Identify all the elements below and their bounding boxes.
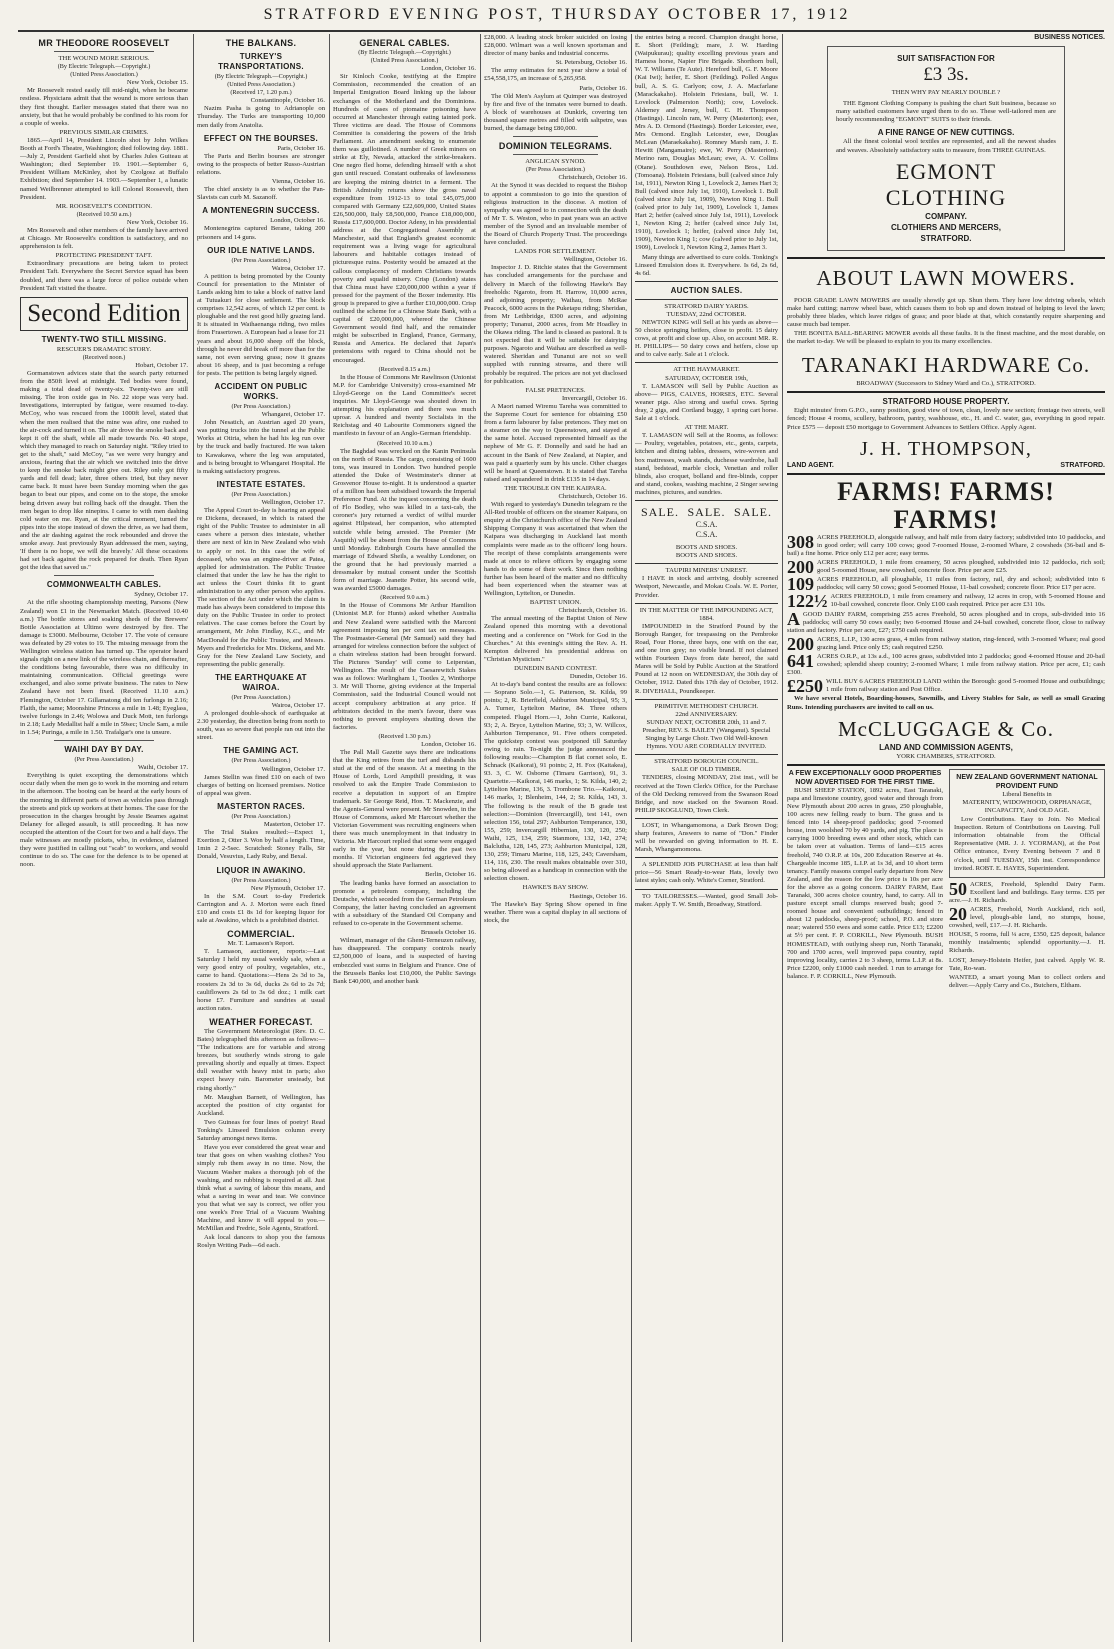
divider [635,362,778,363]
headline-balkans: THE BALKANS. [225,38,297,48]
article-text: The Appeal Court to-day is hearing an appeal re Dickens, deceased, in which is raised the right of the Public Trustee to administer in all cases where a person dies intestate, whether there are next of kin in New Zealand who wish to apply or not. In this case the wife of deceased, who was an engine-driver at Patea, applied for administration. The Public Trustee claimed that under the law he has the right to act unless the Court thinks fit to grant administration to any other person who applies. The section of the Act under which the claim is made has always been considered to impose this duty on the Public Trustee in order to protect relatives. The case comes before the Court by arrangement, Mr John Findlay, K.C., and Mr MacDonald for the Public Trustee, and Messrs. Myers and Fredericks for Mrs. Dickens, and Mr. Gray for the New Zealand Law Society, and representing the public generally. [197,507,325,668]
headline-dominion: DOMINION TELEGRAMS. [498,141,613,152]
sale-banner [635,504,778,520]
subhead: 22nd ANNIVERSARY. [675,710,738,718]
ad-text: All the finest colonial wool textiles are represented, and all the newest shades and weaves. Absolutely satisfactory suits to measure, from THREE GUINEAS. [836,138,1056,154]
farms-heading: FARMS! FARMS! FARMS! [837,476,1055,534]
properties-ad [787,769,943,991]
fine-range-heading: A FINE RANGE OF NEW CUTTINGS. [877,128,1015,138]
column-divider [782,34,783,1642]
subhead: PREVIOUS SIMILAR CRIMES. [59,128,149,136]
column-5 [635,34,778,1642]
farm-text: ACRES FREEHOLD, 1 mile from creamery, 50 acres ploughed, subdivided into 12 paddocks, rich soil; good 5-roomed House, new cowshed, concrete floor. Price per acre £25. [817,558,1105,575]
subhead: WEATHER FORECAST. [209,1016,313,1027]
classified-ad: 20 ACRES, Freehold, North Auckland, rich soil, level, plough-able land, no stumps, house, cowshed, well, £17.—J. H. Richards. [949,903,1105,930]
farm-listing [787,676,1105,697]
masthead-rule [18,30,1104,32]
article-text: The Paris and Berlin bourses are stronger owing to the prospects of better Russo-Austrian relations. [197,152,325,176]
classified-ad: WANTED, a smart young Man to collect orders and deliver.—Apply Carry and Co., Butchers, Eltham. [949,973,1105,989]
credit: (Per Press Association.) [231,812,291,820]
farm-text: ACRES FREEHOLD, alongside railway, and half mile from dairy factory; subdivided into 10 paddocks, and in good order; will carry 100 cows; good 7-roomed House, 2-roomed Whare, 2 cowsheds (36-bail and 8-bail) a fine home. Price only £12 per acre; easy terms. [787,533,1105,557]
subhead: HAWKE'S BAY SHOW. [522,884,589,892]
divider [635,754,778,755]
subhead: ANGLICAN SYNOD. [525,158,586,166]
subhead: DUNEDIN BAND CONTEST. [514,664,597,672]
dateline: Wellington, October 16. [563,256,627,264]
divider [54,740,155,741]
farm-number: 122½ [787,591,828,612]
dateline: London, October 16. [421,740,476,748]
dateline: Constantinople, October 16. [250,97,325,105]
boots-banner: BOOTS AND SHOES. BOOTS AND SHOES. [675,544,738,560]
farm-text: ACRES O.R.P., at 13s a.d., 100 acres grass, subdivided into 2 paddocks; good 4-roomed House and 20-bail cowshed; splendid sheep country; 2-roomed Whare; 1 mile from railway station. Price per acre, £1; cash £300. [787,653,1105,677]
credit: (Per Press Association.) [231,757,291,765]
credit: (Per Press Association.) [231,876,291,884]
sale-word: SALE. [687,504,726,519]
article-text: The Baghdad was wrecked on the Kanin Peninsula on the north of Russia. The cargo, consisting of 1600 tons, was insured in London. Two hundred people attended the Duke of Westminster's dinner at Grosvenor House to-night. It is understood a quarter of a million has been subsidised towards the Imperial Preference Fund. At the inquest concerning the death of Flo Bodley, who was killed in a taxi-cab, the coroner's jury returned a verdict of wilful murder against Hilpstead, her companion, who attempted suicide while being arrested. The Premier (Mr Asquith) will be absent from the House of Commons until Monday. Edinburgh Courts have annulled the marriage of Edward Sheils, a wealthy Londoner, on the ground that he had previously married a dressmaker by mutual consent under the Scottish form of marriage. Jeanette Potter, his second wife, was awarded £5000 damages. [333,447,476,593]
article-text: At the Synod it was decided to request the Bishop to appoint a commission to go into the question of religious instruction in the diocese. A motion of sympathy was agreed to in connection with the death of Mr T. S. Weston, who in past years was an active member of the Synod and an invaluable member of the Board of Church Property Trust. The proceedings have concluded. [484,182,627,247]
company-label: COMPANY. [925,211,967,221]
divider [787,391,1105,393]
dateline: Paris, October 16. [579,84,627,92]
article-text: At the rifle shooting championship meeting, Parsons (New Zealand) won £1 in the Newmarket Match. (Received 10.40 a.m.) The bottle stores and soaking sheds of the Brewers' Bottle Association at Ultimo were destroyed by fire. The damage is £3000. Melbourne, October 17. The vote of censure was defeated by 29 votes to 19. The missing message from the Wellington wireless station has turned up. The operator heard signals right on a new link of the wireless chain, and thereafter, the conditions being favourable, there was no difficulty in maintaining communication. Official greetings were exchanged, and also some private business. The rates to New Zealand have not been fixed. (Received 11.10 a.m.) Flemington, October 17. Gillamatong did ten furlongs in 2.16; Flaith, the same; Moonshine Princess a mile in 1.48; Eyeglass, twelve furlongs in 2.46; Wolowa and Duck Mott, ten furlongs in 2.18; Lady Medallist half a mile in 59sec; Uncle Sam, a mile in 1.54; Puringa, a mile in 1.50. Trafalgar's one is unsure. [20,599,188,736]
article-text: The leading banks have formed an association to promote a petroleum company, including the Deutsche, which seceded from the German Petroleum Company, the latter having concluded an agreement with a subsidiary of the Standard Oil Company and refused to co-operate in the Government scheme. [333,879,476,928]
divider [54,575,155,576]
article-text: Ask local dancers to shop you the famous Roslyn Writing Pads—6d each. [197,1234,325,1250]
divider [635,500,778,501]
advert-text: Many things are advertised to cure colds. Tonking's Linseed Emulsion does it. Everywhere. Is 6d, 2s 6d, 4s 6d. [635,253,778,277]
article-text: The chief anxiety is as to whether the Pan-Slavists can curb M. Sazanoff. [197,186,325,202]
ad-text: Low Contributions. Easy to Join. No Medical Inspection. Return of Contributions on Leaving. Full information obtainable from the Official Representative (MR. J. J. YCORMAN), at the Post Office entrance, Every Evening between 7 and 8 o'clock, until TUESDAY, 15th inst. Correspondence invited. ROBT. E. HAYES, Superintendent. [954,816,1100,872]
subhead: IN THE MATTER OF THE IMPOUNDING ACT, 1884. [639,606,774,622]
farm-listing [787,608,1105,635]
farm-number: 200 [787,633,814,654]
dateline: Paris, October 16. [277,144,325,152]
subhead: THE GAMING ACT. [223,746,299,756]
farm-text: ACRES, L.I.P., 130 acres grass, 4 miles from railway station, ring-fenced, with 3-roomed Whare; real good grazing land. Price only £5; cash required £250. [817,635,1105,651]
classified-ad: 50 ACRES, Freehold, Splendid Dairy Farm. Excellent land and buildings. Easy terms. £35 per acre.—J. H. Richards. [949,878,1105,904]
column-divider [193,34,194,1642]
advert-text: TENDERS, closing MONDAY, 21st inst., will be received at the Town Clerk's Office, for the Purchase of the Old Decking removed from the Swanson Road Bridge, and now stacked on the Swanson Road. PHILIP SKOGLUND, Town Clerk. [635,774,778,814]
article-text: Wilmart, manager of the Ghent-Terneuzen railway, has disappeared. The company controls nearly £2,500,000 of loans, and is suspected of having embezzled vast sums in Belgium and France. One of the Brussels Banks lost £10,000, the Public Savings Bank £40,000, and another bank [333,937,476,985]
dateline: Hastings, October 16. [569,892,627,900]
divider [787,764,1105,766]
article-text: The army estimates for next year show a total of £54,558,175, an increase of 5,265,958. [484,67,627,83]
article-text: Mr Roosevelt rested easily till mid-night, when he became restless. Physicians admit that the wound is more serious than they first thought. Earlier messages stated that there was no anxiety, but that he would probably be confined to his room for a couple of weeks. [20,87,188,127]
land-agent-town: STRATFORD. [1060,461,1105,469]
subhead: COMMERCIAL. [227,929,295,940]
dateline: Dunedin, October 16. [569,673,627,681]
article-text: The Old Men's Asylum at Quimper was destroyed by fire and five of the inmates were burned to death. A block of warehouses at Dunkirk, covering ten thousand square metres and filled with saltpetre, was burned, the damage being £80,000. [484,92,627,133]
ad-text: POOR GRADE LAWN MOWERS are usually showily got up. Shun them. They have low driving wheels, which make hard cutting; narrow wheel base, which causes them to bob up and down instead of helping to level the lawn; probably three blades, which leave ridges of grass; and poor blade at that, which constantly require sharpening and cause much bad temper. [787,296,1105,328]
farm-number: £250 [787,676,823,697]
subhead: A MONTENEGRIN SUCCESS. [202,206,320,216]
article-text: With regard to yesterday's Dunedin telegram re the All-Red trouble of officers on the steamer Kaipara, on enquiry at the Christchurch office of the New Zealand Shipping Company it was ascertained that when the Kaipara was discharging in Auckland last month complaints were made as to the officers' long hours. The receipt of these complaints arrangements were made at once to relieve officers by engaging some hands to do some of their work. Since then nothing further has been heard of the matter and no difficulty had been experienced when the steamer was at Wellington, Lyttelton, or Dunedin. [484,501,627,598]
dateline: Hobart, October 17. [135,361,188,369]
provident-box [949,769,1105,878]
classified-ad: LOST, Jersey-Holstein Heifer, just calved. Apply W. R. Tate, Ro-wan. [949,956,1105,972]
sale-word: SALE. [641,504,679,519]
clothing-name: CLOTHING [885,184,1007,210]
column-4 [484,34,627,1642]
subhead: PRIMITIVE METHODIST CHURCH. [654,702,759,710]
received: (Received noon.) [82,353,126,361]
farm-number: 109 [787,574,814,595]
stratford-label: STRATFORD. [920,233,972,243]
article-text: The Pall Mall Gazette says there are indications that the King retires from the turf and disbands his stud at the end of the season. At a meeting in the House of Lords, Lord Ampthill presiding, it was resolved to ask the Empire Trade Commission to receive a deputation in support of an Empire trademark. Sir George Reid, Hon. T. Mackenzie, and the Agents-General were present. Mr Snowden, in the House of Commons, asked Mr Harcourt whether the Victorian Government was recruiting engineers when there was much unemployment in that industry in Victoria. Mr Harcourt replied that some were engaged early in the year, but none during the past two months. If Victorian engineers fed aggrieved they should approach the State Parliament. [333,749,476,870]
dateline: Sydney, October 17. [134,591,188,599]
divider [635,699,778,700]
subhead: Mr. T. Lamason's Report. [227,940,295,948]
business-notices-heading: BUSINESS NOTICES. [1034,34,1105,41]
article-text: Extraordinary precautions are being taken to protect President Taft. Everywhere the Secret Service squad has been doubled, and there was a large force of police outside when President Taft visited the theatre. [20,260,188,292]
article-text: The Hawke's Bay Spring Show opened in fine weather. There was a capital display in all sections of stock, the [484,900,627,924]
dateline: Whangarei, October 17. [261,411,325,419]
advert-text: I HAVE in stock and arriving, doubly screened Westport, Newcastle, and Mokau Coals. W. E. Porter, Provider. [635,575,778,599]
subhead: ACCIDENT ON PUBLIC WORKS. [214,382,308,401]
properties-heading: A FEW EXCEPTIONALLY GOOD PROPERTIES NOW ADVERTISED FOR THE FIRST TIME. [788,769,942,786]
column-2 [197,34,325,1642]
divider [54,51,155,52]
credit: (Per Press Association.) [231,403,291,410]
dateline: Wairoa, October 17. [271,264,325,272]
land-agent-label: LAND AGENT. [787,461,834,469]
article-text: In the S.M. Court to-day Frederick Carrington and A. J. Morton were each fined £10 and costs £1 8s 1d for keeping liquor for sale at Awakino, which is a prohibited district. [197,892,325,924]
taranaki-hardware-name: TARANAKI HARDWARE Co. [801,353,1091,378]
provident-heading: NEW ZEALAND GOVERNMENT NATIONAL PROVIDENT FUND [956,773,1098,790]
credit: (By Electric Telegraph.—Copyright.) (United Press Association.) [57,63,151,79]
farm-number: 308 [787,531,814,552]
subhead: BAPTIST UNION. [529,599,582,607]
article-text: Two Guineas for four lines of poetry! Read Tonking's Linseed Emulsion column every Saturday amongst news items. [197,1118,325,1143]
farm-listing [787,591,1105,612]
credit: (Per Press Association.) [526,166,585,174]
subhead: SATURDAY, OCTOBER 19th, [665,374,748,382]
subhead: INTESTATE ESTATES. [216,479,306,489]
subhead: PROTECTING PRESIDENT TAFT. [55,252,153,260]
advert-text: SUNDAY NEXT, OCTOBER 20th, 11 and 7. Preacher, REV. S. BAILEY (Wanganui). Special Singing by Large Choir. Two Old Well-known Hymns. YOU ARE CORDIALLY INVITED. [642,718,771,751]
subhead: MASTERTON RACES. [217,801,305,811]
farm-text: ACRES FREEHOLD, 1 mile from creamery and railway, 12 acres in crop, with 5-roomed House and 10-bail cowshed, concrete floor. Only £100 cash required. Price per acre £31 10s. [830,593,1105,609]
article-text: In the House of Commons Mr Rawlinson (Unionist M.P. for Cambridge University) cross-examined Mr Lloyd-George on the Land Committee's secret inquiries. Mr Lloyd-George was shouted down in attempting his explanation and there was much uproar. A hundred and twenty Socialists in the Reichstag and 40 Labourite Commoners signed the manifesto in favour of an Anglo-German friendship. [333,373,476,438]
provident-sub: Liberal Benefits in [1002,790,1052,798]
article-text: The Government Meteorologist (Rev. D. C. Bates) telegraphed this afternoon as follows:— "The indications are for variable and strong breezes, but southerly winds strong to gale prevailing shortly and equally at times. Expect dull weather with heavy mist in parts; also expect heavy rain. Barometer unsteady, but rising shortly." [197,1027,325,1092]
mccluggage-name: McCLUGGAGE & Co. [837,716,1055,741]
farm-listing [787,653,1105,677]
dateline: Vienna, October 16. [271,178,325,186]
article-text: The Trial Stakes resulted:—Expect 1, Exertion 2, Otter 3. Won by half a length. Time, 1min 2 2-5sec. Scratched: Stoney Falls, Sir Donald, Vesuvius, Lady Ruby, and Bexal. [197,829,325,861]
classified-text: ACRES, Freehold, Splendid Dairy Farm. Excellent land and buildings. Easy terms. £35 per acre.—J. H. Richards. [949,880,1105,904]
divider [635,889,778,890]
dateline: Christchurch, October 16. [558,607,627,615]
ad-text: THE BONITA BALL-BEARING MOWER avoids all these faults. It is the finest machine, and the most durable, on the market to-day. We will be pleased to explain to you its many excellencies. [787,330,1105,346]
subhead: MR. ROOSEVELT'S CONDITION. [55,202,153,210]
column-3 [333,34,476,1642]
headline-cables: COMMONWEALTH CABLES. [46,580,162,590]
advert-text: T. LAMASON will Sell by Public Auction as above— PIGS, CALVES, HORSES, ETC. Several weaner pigs. Also strong and useful cows. Spring dray, 2 gigs, and Cortland buggy, 1 spring cart horse. Sale at 1 o'clock. [635,382,778,423]
subhead: LANDS FOR SETTLEMENT. [514,248,597,256]
ad-text: BUSH SHEEP STATION, 1892 acres, East Taranaki, papa and limestone country, good water and through from New Plymouth about 200 acres in grass, 250 ploughable, 100 acres new felling ready to burn. The grass and is fenced into 14 sheep-proof paddocks; good 7-roomed house, iron woolshed 70 by 40 yards, and pig. The place is carrying 1000 breeding ewes and other stock, which can be taken over at valuation. Terms of land—£15 acres freehold, 740 O.R.P. at 10s, 200 Education Reserve at 4s. Chargeable income 185, L.I.P. at 1s 3d, and 10 short term tenancy. Family reasons compel early departure from New Zealand, and the reason for the low price is 10s per acre for the above as a going concern. DAIRY FARM, East Taranaki, 300 acres choice country, hand, to carry. All in pasture except small clumps reserved bush; good 7-roomed house and convenient outbuildings; fenced in about 12 paddocks, sheep-proof; school, P.O. and store near; watered 550 ewes and some cattle. Price £13; £2200 at 5½ per cent. F. P. CORKILL, New Plymouth. BUSH HOMESTEAD, with outlying sheep run, North Taranaki, 700 and 1700 acres, well improved papa country, rapid improving locality, carries 2 to 3 sheep, terms L.I.P. at 8s. Price £2200, only £1000 cash needed. 1 run to arrange for balance. F. P. CORKILL, New Plymouth. [787,786,943,980]
divider [635,857,778,858]
dateline: Masterton, October 17. [263,821,325,829]
dateline: St. Petersburg, October 16. [555,59,627,67]
subhead: TUESDAY, 22nd OCTOBER. [666,310,747,318]
subhead: STRATFORD BOROUGH COUNCIL. [654,758,759,766]
article-text: Everything is quiet excepting the demonstrations which occur daily when the men go to work in the morning and return in the afternoon. The booing can be heard at the early hours of the morning in different parts of town as vehicles pass through the streets and pick up workers at their homes. The case for the prosecution in the charges brought by Jessie Beames against Delaney for alleged assault, is still proceeding. It has now occupied the attention of the Court for two and a half days. The male witnesses are mostly pickets, who, in evidence, claimed they were justified in calling out "scab" to workers, and would continue to do so. The case for the defence is to be opened at noon. [20,772,188,869]
advert-text: TO TAILORESSES.—Wanted, good Small Job-maker. Apply T. W. Smith, Broadway, Stratford. [635,892,778,908]
article-text: the entries being a record. Champion draught horse, E. Short (Feilding); mare, J. W. Harding (Waipukurau); quality excelling previous years and Harness horse, Napier Fire Brigade. Shorthorn bull, W. T. Williams (Te Aute). Hereford bull, G. F. Moore (Kai Iwi); heifer, E. Short (Feilding). Polled Angus bull, A. S. G. Carlyon; cow, J. A. Macfarlane (Marackakaho). Holstein Friesians, bull, W. I. Lovelock (Palmerston North); cow, Lovelock. Alderney and Jersey, bull, C. H. Thompson (Hastings). Lincoln ram, W. Perry (Masterton); ewe, Mrs A. D. Ormond (Hastings). Border Leicester, ewe, Mrs Ormond. English Leicester, ewe, Douglas McLean (Maraekakaho). Romney Marsh ram, J. E. Hewitt (Mangamaire); ewe, W. Perry (Masterton). Merino ram, Douglas McLean; ewe, A. V. Collins (Otane). Southdown ewe, Nelson Bros., Ltd. (Tomoana). Holstein Friesians, bull (calved since July 1st, 1911), Newton King 1, Lovelock 2, James Hart 3; Bull (calved since July 1st, 1910), Lovelock 1. Bull (calved since July 1st, 1909), Newton King 1. Bull (calved prior to July 1st, 1909), Lovelock 1, James Hart 2; heifer (calved since July 1st, 1911), Lovelock 1, Newton King 2; heifer (calved since July 1st, 1910), Lovelock 1; heifer, (calved since July 1st, 1909), Newton King 1; cow (calved prior to July 1st, 1909), Lovelock 1, Newton King 2, James Hart 3. [635,34,778,252]
subhead: THE EARTHQUAKE AT WAIROA. [215,672,307,692]
article-text: Have you ever considered the great wear and tear that goes on when washing clothes? You simply rub them away in no time. Now, the Vacuum Washer makes a thorough job of the washing, and no rubbing is required at all. Just think what a saving of labour this means, and what a saving in wear and tear. We convince you that what we say is correct, we offer you one week's Free Trial of a Vacuum Washing Machine, and know it will appeal to you.—McMillan and Fredric, Sole Agents, Stratford. [197,1144,325,1233]
dateline: Christchurch, October 16. [558,174,627,182]
article-text: 1865.—April 14, President Lincoln shot by John Wilkes Booth at Ford's Theatre, Washington; died following day. 1881.—July 2, President Garfield shot by Charles Jules Guiteau at Washington; died September 19. 1901.—September 6, President William McKinley, shot by Czolgosz at Buffalo Exhibition; died September 14. 1903.—September 1, a lunatic named Weilbrenner attempted to kill Colonel Roosevelt, then President. [20,136,188,201]
clothiers-label: CLOTHIERS AND MERCERS, [891,222,1001,232]
subhead: STRATFORD DAIRY YARDS. [664,302,749,310]
taranaki-address: BROADWAY (Successors to Sidney Ward and Co.), STRATFORD. [856,380,1036,388]
dateline: Wairoa, October 17. [271,702,325,709]
received: (Received 9.0 a.m.) [380,594,429,602]
article-text: Inspector J. D. Ritchie states that the Government has concluded arrangements for the purchase and delivery in March of the following Hawke's Bay freeholds: Ngaroto, from H. Harrow, 10,000 acres, and adjoining property; Waihau, from McRae Peacock, 6000 acres in the Puketapu riding; Sheridan, from Mr Lethbridge, 8300 acres, and adjoining property; Tunanui, 2000 acres, from Mr Hoadley in the Okawa riding. The land is classed as pastoral. It is not expected that it will be suitable for dairying purposes. Ngaroto and Waihau are described as well-watered. Sheridan and Tunanui are not so well supplied with running streams, and there will probably be required. The prices are not yet disclosed for publication. [484,264,627,385]
egmont-name: EGMONT [895,158,997,184]
advert-text: LOST, in Whangamomona, a Dark Brown Dog; sharp features, Answers to name of "Don." Finder will be rewarded on giving information to H. E. Marsh, Whangamomona. [635,821,778,854]
article-text: Sir Kinloch Cooke, testifying at the Empire Commission, recommended the creation of an Imperial Emigration Board linking up the labour exchanges of the Motherland and the Dominions. Hundreds of cases of ptomaine poisoning have occurred at Manchester through eating tainted pork. Three victims are dead. The House of Commons Committee is considering the powers of the Irish Parliament. An amendment seeking to enumerate them was guillotined. A number of Greek miners on strike at Ely, Nevada, attacked the strike-breakers. One negro fled home, defending himself with a shot gun until rescued. Constant outbreaks of lawlessness are keeping the mining district in a ferment. The British Admiralty returns show the gross naval expenditure from 1912-13 to total £45,075,000 compared with Germany £22,609,000, United States £26,500,000, Italy £8,500,000, France £18,000,000, Russia £17,600,000. Doctor Adeny, in his presidential address at the Congregational Assembly at Manchester, said that England's greatest economic requirement was a living wage for agricultural labourers and habitable cottages instead of picturesque ruins. Posterity would be amazed at the callous complacency of modern Christians towards poverty and squalid misery. Crisp (London) states that China must have £20,000,000 within a year if pressed for the payment of the Boxer indemnity. His group is prepared to give a further £10,000,000. Crisp outlined the scheme for a Chinese State Bank, with a capital of £20,000,000, whereof the Chinese Government would find half, and the remainder might be subscribed in England, France, Germany, Russia and America. He declared that Japan's pretensions with regard to China should not be encouraged. [333,73,476,364]
dateline: London, October 16. [421,65,476,73]
article-text: Mr. Maughan Barnett, of Wellington, has accepted the position of city organist for Auckland. [197,1093,325,1117]
dateline: Brussels October 16. [420,929,476,937]
received: (Received 1.30 p.m.) [378,732,431,740]
column-divider [480,34,481,1642]
suit-heading: SUIT SATISFACTION FOR [897,54,995,64]
headline-auction: AUCTION SALES. [670,285,743,295]
farm-listing [787,633,1105,654]
sale-word: SALE. [734,504,772,519]
subhead: SALE OF OLD TIMBER. [671,766,742,774]
headline-miners: TWENTY-TWO STILL MISSING. [41,334,167,344]
farm-listing [787,531,1105,558]
farm-listing [787,556,1105,577]
column-1 [20,34,188,1642]
subhead: AT THE MART. [684,424,729,432]
credit: (Per Press Association.) [231,490,291,498]
house-property-heading: STRATFORD HOUSE PROPERTY. [882,397,1010,407]
dateline: Invercargill, October 16. [561,394,627,402]
thompson-name: J. H. THOMPSON, [860,437,1032,460]
provident-list: MATERNITY, WIDOWHOOD, ORPHANAGE, INCAPACITY, And OLD AGE. [962,798,1092,814]
article-text: Mrs Roosevelt and other members of the family have arrived at Chicago. Mr Roosevelt's condition is satisfactory, and no apprehension is felt. [20,226,188,251]
credit: (By Electric Telegraph.—Copyright.) (United Press Association.) (Received 17, 1.20 p.m.) [214,73,308,97]
subhead: AT THE HAYMARKET. [673,366,740,374]
divider [787,257,1105,259]
dateline: Wellington, October 17. [261,498,325,506]
bottom-ads [787,769,1105,991]
second-edition-banner: Second Edition [20,297,188,331]
advert-text: T. LAMASON will Sell at the Rooms, as follows:— Poultry, vegetables, potatoes, etc., gents, carpets, kitchen and dining tables, dressers, wire-woven and box mattresses, wash stands, duchesse wardrobe, hall stand, bedstead, marble clock, Venetian and roller blinds, also croquet, bolland and fire-blinds, copper and stand, cookes, washing machine, 2 Singer sewing machines, pictures, and sundries. [635,432,778,496]
divider [635,603,778,604]
masthead: STRATFORD EVENING POST, THURSDAY OCTOBER 17, 1912 [263,6,851,23]
classified-ad: HOUSE, 5 rooms, full ¼ acre, £350, £25 deposit, balance monthly instalments; splendid opportunity.—J. H. Richards. [949,931,1105,955]
subhead: TAUPIRI MINERS' UNREST. [665,567,748,575]
mccluggage-address: YORK CHAMBERS, STRATFORD. [896,752,996,760]
article-text: Nazim Pasha is going to Adrianople on Thursday. The Turks are transporting 10,000 men daily from Anatolia. [197,105,325,129]
column-divider [631,34,632,1642]
column-divider [329,34,330,1642]
article-text: T. Lamason, auctioneer, reports:—Last Saturday I held my usual weekly sale, when a very good entry of poultry, vegetables, etc., came to hand. Quotations:—Hens 2s 3d to 3s, roosters 2s 3d to 3s 6d, ducks 2s 6d to 2s 7d; cauliflowers 2s 6d to 3s 6d doz.; 1 milk cart horse £7. Furniture and sundries at usual auction rates. [197,948,325,1012]
dateline: New York, October 15. [126,79,188,87]
received: (Received 10.10 a.m.) [377,439,432,447]
article-text: In the House of Commons Mr Arthur Hamilton (Unionist M.P. for Hunts) asked whether Australia and New Zealand were satisfied with the Marconi agreement imposing ten per cent tax on messages. The Postmaster-General (Mr Samuel) said they had arranged for wireless connection before the subject of a chain wireless station had been brought forward. The Pictures 'Sunday' will come to Leiperstan, Wellington. The result of the Caesarewitch Stakes was as follows: Warlingham 1, Tootles 2, Winthorpe 3. Mr Will Thorne, giving evidence at the Imperial Commission, said the Industrial Council would not accept compulsory arbitration at any price. If arbitrators decided in the men's favour, there was nothing to prevent employers shutting down the factories. [333,602,476,731]
classified-text: ACRES, Freehold, North Auckland, rich soil, level, plough-able land, no stumps, house, cowshed, well, £17.—J. H. Richards. [949,905,1105,930]
mccluggage-sub: LAND AND COMMISSION AGENTS, [879,742,1013,752]
divider [635,818,778,819]
headline-general-cables: GENERAL CABLES. [359,38,450,48]
farms-list [787,531,1105,697]
why-heading: THEN WHY PAY NEARLY DOUBLE ? [891,89,1001,97]
lawn-mowers-heading: ABOUT LAWN MOWERS. [816,265,1076,290]
received: (Received 10.50 a.m.) [76,210,132,218]
farm-listing [787,574,1105,595]
ad-text: Eight minutes' from G.P.O., sunny position, good view of town, clean, lovely new section; frontage two streets, well fenced; House 4 rooms, scullery, bathroom, pantry, washhouse, etc., H. and C. water, gas, everything in good repair. Price £575 — deposit £50 mortgage to Government Advances to Settlers Office. Apply Agent. [787,407,1105,431]
headline-roosevelt: MR THEODORE ROOSEVELT [38,38,170,48]
article-text: John Nesatich, an Austrian aged 20 years, was putting trucks into the tunnel at the Public Works at Otiria, when he had his leg run over by the truck and badly fractured. He was taken to Kawakawa, where the leg was amputated, and is being brought to Whangarei Hospital. He is making satisfactory progress. [197,419,325,475]
dateline: Wellington, October 17. [261,765,325,773]
farm-number: 641 [787,651,814,671]
dateline: New Plymouth, October 17. [250,884,325,892]
suit-price: £3 3s. [923,64,969,86]
divider [635,299,778,300]
advert-text: A SPLENDID JOB PURCHASE at less than half price—56 Smart Ready-to-wear Hats, lovely two latest styles; cash only. White's Corner, Stratford. [635,861,778,885]
subhead: FALSE PRETENCES. [525,386,586,394]
dateline: New York, October 16. [126,218,188,226]
article-text: A prolonged double-shock of earthquake at 2.30 yesterday, the direction being from north to south, was so severe that people ran out into the street. [197,710,325,742]
article-text: £28,000. A leading stock broker suicided on losing £28,000. Wilmart was a well known sportsman and director of many banks and industrial concerns. [484,34,627,58]
farm-number: 200 [787,556,814,577]
subhead: THE WOUND MORE SERIOUS. [58,55,150,62]
farm-number: A [787,608,800,629]
egmont-ad [827,46,1065,251]
article-text: At to-day's band contest the results are as follows:— Soprano Solo.—1, G. Patterson, St. Kilda, 99 points; 2, R. Brierfield, Ashburton Municipal, 95; 3, A. Turner, Lyttelton Marine, 84. Three others competed. Flugel Horn.—1, John Currie, Kaikorai, 93; 2, A. Bryce, Lyttelton Marine, 93; 3, W. Willcox, Ashburton Temperance, 91. Five others competed. The quickstep contest was postponed till Saturday owing to rain. To-night the judge announced the following results:—Champion B flat cornet solo, E. Schnack (Kaikorai), 91 points; 2, H. Fox (Kaitakea), 93. 3, C. W. Osborne (Timaru Garrison), 91, 3. Quartette.—Kaikorai, 146 marks, 1; St. Kilda, 140, 2; Lyttelton Marine, 136, 3. Trombone Trio.—Kaikorai, 146 marks, 1; Blenheim, 144, 2; St. Kilda, 143, 3. The following is the result of the B grade test selection:—Dominion (Invercargill), test 141, own selection 156, total 297; Ashburton Temperance, 130, 155, 259; Invercargill Hibernian, 130, 120, 250; Waihi, 125, 134, 259; Stanmore, 132, 142, 274; Balclutha, 128, 145, 273; Ashburton Municipal, 128, 130, 259; Timaru Marine, 118, 125, 243; Caversham, 114, 116, 230. The result makes obtainable over 310, so being allowed as a handicap in connection with the selection chosen. [484,681,627,883]
farm-text: WILL BUY 6 ACRES FREEHOLD LAND within the Borough: good 5-roomed House and outbuildings; 1 mile from railway station and Post Office. [826,678,1105,694]
subhead: TURKEY'S TRANSPORTATIONS. [218,52,304,71]
subhead: THE TROUBLE ON THE KAIPARA. [504,484,607,492]
credit: (Per Press Association.) [231,256,291,264]
article-text: A petition is being promoted by the County Council for presentation to the Minister of Lands asking him to take a block of native land at Tutuakuri for close settlement. The block comprises 12,542 acres, of which 12 per cent. is ploughable and the rest good hilly grazing land. It is situated in Waihaenanga riding, two miles from Frasertown. A European had a lease for 21 years and about 16,000 sheep off the block, through he never did break off more than for the same, not even serving grass; now it grazes about 16 sheep, and is just becoming a refuge for pests. The petition is being largely signed. [197,272,325,377]
article-text: Gormanstown advices state that the search party returned from the 850ft level at midnight. Ted bodies were found, making a total dead of twenty-six. Twenty-two are still missing. The iron oxide gas in No. 22 stope was very bad. Investigations, interrupted by fatigue, were resumed to-day. McCoy, who was rescued from the 1000ft level, stated that when the men realised that the mine was afire, one rushed to the air-cock and turned it on. The air drove the smoke back and kept it off the shaft, while all made towards No. 40 stope, which they managed to reach on Saturday night. "Riley tried to get to the shaft," said McCoy, "as we were very hungry and anxious, fearing that the air which we switched into the drive to keep the smoke back might give out. Riley only got fifty yards and fell dead; later, three others tried, but they never came back. It must have been Sunday morning when the gas began to beat our pipes, and come on to the stope, the smoke being driven away but rolling back off the draught. Then the men began to drop like ninepins. I came to with men dashing cold water on me. Ryan, at the critical moment, turned the pipes into the stope instead of down the drive, as we had them, and the air dashing against the rock rebounded and drove the smoke away. Just previously Ryan addressed the men, saying, 'If there is no hope, we will die bravely.' All these occasions had set back against the rock prepared for death. Then Ryan got the idea that saved us." [20,370,188,572]
divider [635,281,778,282]
land-agent-row [787,462,1105,470]
headline-waihi: WAIHI DAY BY DAY. [64,745,144,755]
farm-text: GOOD DAIRY FARM, comprising 255 acres Freehold, 50 acres ploughed and in crops, sub-divided into 16 paddocks; will carry 50 cows easily; two 6-roomed House and 24-bail cowshed, concrete floor, close to railway station and factory. Price per acre, £27; £750 cash required. [787,610,1105,634]
ad-text: THE Egmont Clothing Company is pushing the chart Suit business, because so many satisfied customers have urged them to do so. These well-tailored men are hourly recommending "EGMONT" SUITS to their friends. [836,100,1056,124]
credit: (Per Press Association.) [231,693,291,701]
farm-text: ACRES FREEHOLD, all ploughable, 11 miles from factory, rail, dry and school; subdivided into 6 paddocks; will carry 50 cows; good 5-roomed House, 11-bail cowshed; concrete floor. Price £17 per acre. [817,576,1105,592]
article-text: A Maori named Wiremu Tareha was committed to the Supreme Court for sentence for obtaining £50 from a farm labourer by false pretences. They met on a steamer on the way to Queenstown, and stayed at the same hotel. Accused represented himself as the nephew of Mr G. F. Donnelly and said he had an account in the Bank of New Zealand, at Napier, and was paid a quarterly sum by his uncle. Other charges will be heard at Queenstown. It is stated that Tareha raised and squandered in drink £135 in 14 days. [484,402,627,483]
subhead: LIQUOR IN AWAKINO. [216,865,306,875]
credit: (Per Press Association.) [74,756,134,764]
subhead: EFFECT ON THE BOURSES. [203,133,319,143]
received: (Received 8.15 a.m.) [378,365,431,373]
dateline: Berlin, October 16. [425,871,476,879]
article-text: James Stellin was fined £10 on each of two charges of betting on licensed premises. Notice of appeal was given. [197,773,325,797]
divider [635,563,778,564]
dateline: Christchurch, October 16. [558,492,627,500]
subhead: RESCUER'S DRAMATIC STORY. [56,345,152,353]
divider [513,154,599,155]
csa-banner: C.S.A. C.S.A. [695,520,718,540]
divider [787,473,1105,475]
divider [513,136,599,137]
article-text: The annual meeting of the Baptist Union of New Zealand opened this morning with a devotional meeting and a conference on "Work for God in the Churches." At this evening's sitting the Rev. A. H. Kempton delivered his presidential address on "Christian Mysticism." [484,615,627,663]
dateline: Waihi, October 17. [137,764,188,772]
advert-text: IMPOUNDED in the Stratford Pound by the Borough Ranger, for trespassing on the Pembroke Road, Four Horse, three bays, one with on the ear, and one iron grey; no visible brand. If not claimed within Fourteen Days from date hereof, the said Mares will be Sold by Public Auction at the Stratford Pound at 12 noon on WEDNESDAY, the 30th day of October, 1912. Dated this 17th day of October, 1912. R. DIVEHALL, Poundkeeper. [635,622,778,695]
article-text: Montenegrins captured Berane, taking 200 prisoners and 14 guns. [197,225,325,241]
farms-note: We have several Hotels, Boarding-houses, Sawmills, and Livery Stables for Sale, as well as small Grazing Runs. Intending purchasers are invited to call on us. [787,695,1105,711]
advert-text: NEWTON KING will Sell at his yards as above— 50 choice springing heifers, close to profit. 15 dairy cows, at profit and close up. Also, on account MR. R. H. PHILLIPS— 50 dairy cows and heifers, close up and to calve early. Sale at 1 o'clock. [635,319,778,359]
column-6 [787,34,1105,1642]
subhead: OUR IDLE NATIVE LANDS. [207,245,315,255]
provident-ad [949,769,1105,991]
dateline: London, October 16. [270,217,325,225]
credit: (By Electric Telegraph.—Copyright.) (United Press Association.) [358,49,451,65]
